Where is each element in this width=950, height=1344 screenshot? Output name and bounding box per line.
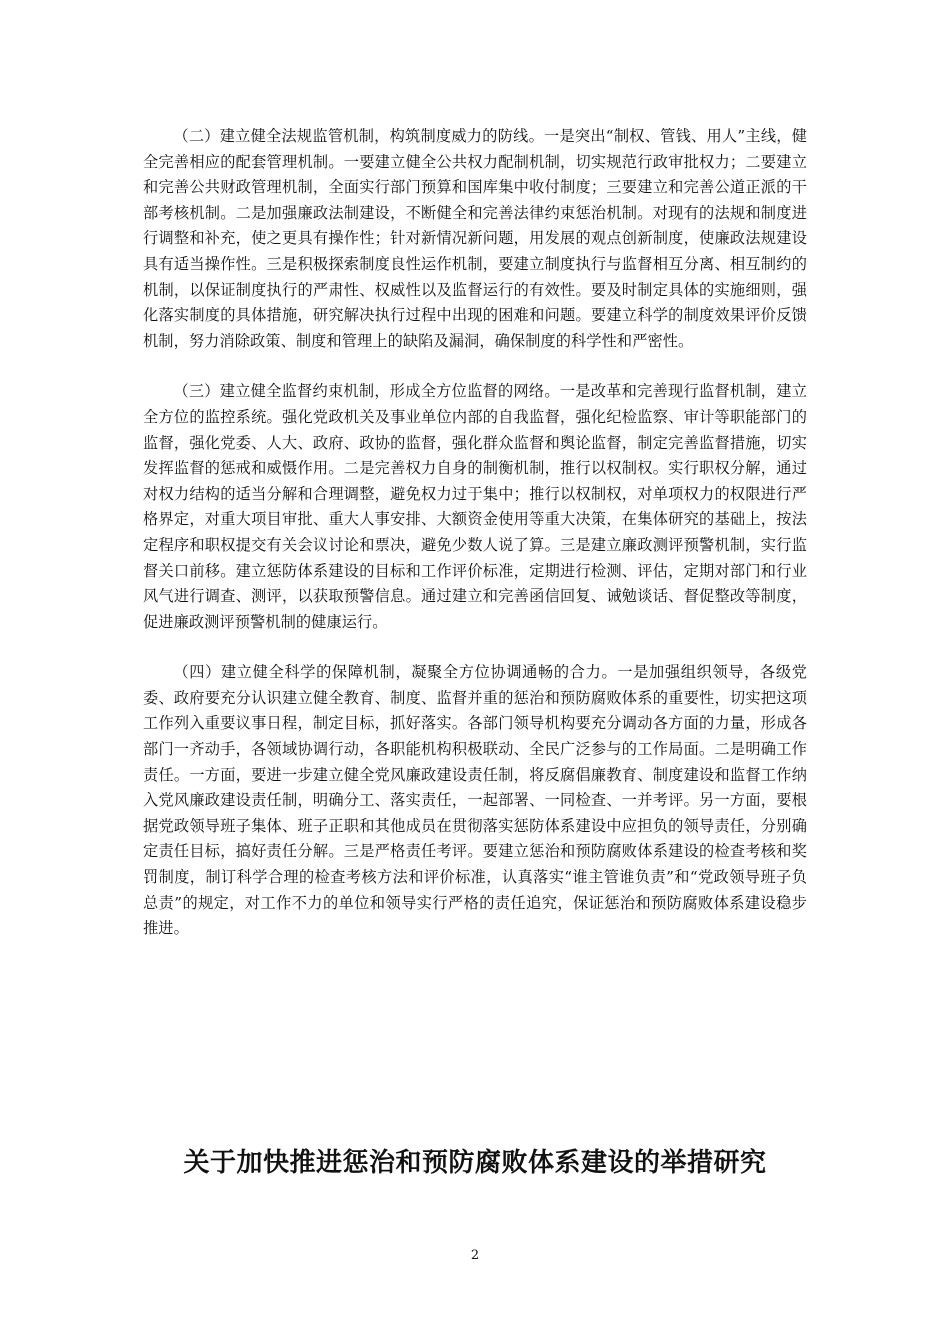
document-title: 关于加快推进惩治和预防腐败体系建设的举措研究 — [183, 1148, 767, 1178]
paragraph-guarantee-mechanism: （四）建立健全科学的保障机制，凝聚全方位协调通畅的合力。一是加强组织领导，各级党委、政府要充分认识建立健全教育、制度、监督并重的惩治和预防腐败体系的重要性，切实把这项工作列入重要议事日程，制定目标，抓好落实。各部门领导机构要充分调动各方面的力量，形成各部门一齐动手，各领域协调行动，各职能机构积极联动、全民广泛参与的工作局面。二是明确工作责任。一方面，要进一步建立健全党风廉政建设责任制，将反腐倡廉教育、制度建设和监督工作纳入党风廉政建设责任制，明确分工、落实责任，一起部署、一同检查、一并考评。另一方面，要根据党政领导班子集体、班子正职和其他成员在贯彻落实惩防体系建设中应担负的领导责任，分别确定责任目标，搞好责任分解。三是严格责任考评。要建立惩治和预防腐败体系建设的检查考核和奖罚制度，制订科学合理的检查考核方法和评价标准，认真落实“谁主管谁负责”和“党政领导班子负总责”的规定，对工作不力的单位和领导实行严格的责任追究，保证惩治和预防腐败体系建设稳步推进。 — [143, 663, 807, 938]
page-number: 2 — [470, 1248, 480, 1263]
paragraph-supervision-regulation: （二）建立健全法规监管机制，构筑制度威力的防线。一是突出“制权、管钱、用人”主线，健全完善相应的配套管理机制。一要建立健全公共权力配制机制，切实规范行政审批权力；二要建立和完善公共财政管理机制，全面实行部门预算和国库集中收付制度；三要建立和完善公道正派的干部考核机制。二是加强廉政法制建设，不断健全和完善法律约束惩治机制。对现有的法规和制度进行调整和补充，使之更具有操作性；针对新情况新问题，用发展的观点创新制度，使廉政法规建设具有适当操作性。三是积极探索制度良性运作机制，要建立制度执行与监督相互分离、相互制约的机制，以保证制度执行的严肃性、权威性以及监督运行的有效性。要及时制定具体的实施细则，强化落实制度的具体措施，研究解决执行过程中出现的困难和问题。要建立科学的制度效果评价反馈机制，努力消除政策、制度和管理上的缺陷及漏洞，确保制度的科学性和严密性。 — [143, 127, 807, 350]
paragraph-supervision-constraint: （三）建立健全监督约束机制，形成全方位监督的网络。一是改革和完善现行监督机制，建立全方位的监控系统。强化党政机关及事业单位内部的自我监督，强化纪检监察、审计等职能部门的监督，强化党委、人大、政府、政协的监督，强化群众监督和舆论监督，制定完善监督措施，切实发挥监督的惩戒和威慑作用。二是完善权力自身的制衡机制，推行以权制权。实行职权分解，通过对权力结构的适当分解和合理调整，避免权力过于集中；推行以权制权，对单项权力的权限进行严格界定，对重大项目审批、重大人事安排、大额资金使用等重大决策，在集体研究的基础上，按法定程序和职权提交有关会议讨论和票决，避免少数人说了算。三是建立廉政测评预警机制，实行监督关口前移。建立惩防体系建设的目标和工作评价标准，定期进行检测、评估，定期对部门和行业风气进行调查、测评，以获取预警信息。通过建立和完善函信回复、诫勉谈话、督促整改等制度，促进廉政测评预警机制的健康运行。 — [143, 382, 807, 631]
body-text — [143, 124, 807, 967]
